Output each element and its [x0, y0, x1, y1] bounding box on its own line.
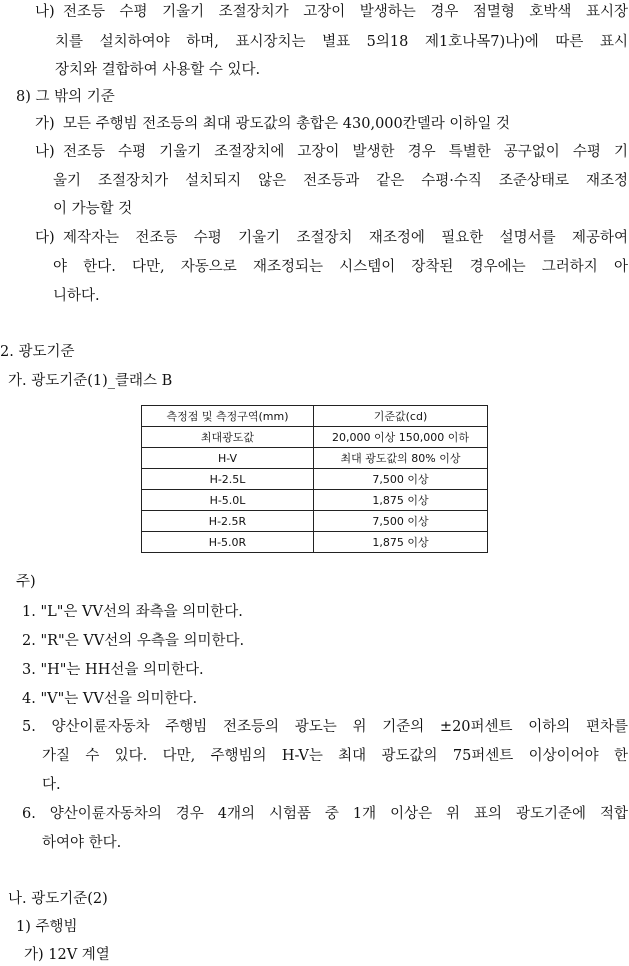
section-heading: 2. 광도기준	[0, 344, 75, 360]
item-heading: 1) 주행빔	[16, 919, 78, 935]
paragraph-line: 모든 주행빔 전조등의 최대 광도값의 총합은 430,000칸델라 이하일 것	[63, 116, 511, 132]
table-row	[142, 469, 488, 490]
luminous-intensity-table	[141, 405, 488, 553]
note-item-continuation: 다.	[42, 777, 61, 793]
item-marker: 나)	[35, 144, 55, 160]
table-cell: 7,500 이상	[314, 469, 488, 490]
table-cell: 최대 광도값의 80% 이상	[314, 448, 488, 469]
table-cell: 최대광도값	[142, 427, 314, 448]
subsection-heading: 나. 광도기준(2)	[8, 891, 108, 907]
paragraph-line: 전조등 수평 기울기 조절장치에 고장이 발생한 경우 특별한 공구없이 수평 기	[63, 144, 628, 160]
table-header-row	[142, 406, 488, 427]
table-cell: H-5.0R	[142, 532, 314, 553]
table-cell: H-5.0L	[142, 490, 314, 511]
section-heading: 8) 그 밖의 기준	[16, 89, 115, 105]
table-cell: 1,875 이상	[314, 532, 488, 553]
table-row	[142, 511, 488, 532]
table-cell: H-V	[142, 448, 314, 469]
table-cell: H-2.5R	[142, 511, 314, 532]
paragraph-line: 제작자는 전조등 수평 기울기 조절장치 재조정에 필요한 설명서를 제공하여	[63, 230, 628, 246]
paragraph-line: 이 가능할 것	[53, 201, 133, 217]
item-marker: 나)	[35, 4, 55, 20]
paragraph-line: 전조등 수평 기울기 조절장치가 고장이 발생하는 경우 점멸형 호박색 표시장	[63, 4, 628, 20]
table-header-cell: 측정점 및 측정구역(mm)	[142, 406, 314, 427]
table-row	[142, 532, 488, 553]
paragraph-line: 장치와 결합하여 사용할 수 있다.	[55, 62, 261, 78]
table-row	[142, 448, 488, 469]
item-heading: 가) 12V 계열	[24, 947, 110, 963]
note-item: 4. "V"는 VV선을 의미한다.	[22, 691, 198, 707]
paragraph-line: 니하다.	[53, 288, 100, 304]
note-item: 5. 양산이륜자동차 주행빔 전조등의 광도는 위 기준의 ±20퍼센트 이하의 편차를	[22, 719, 628, 735]
table-header-cell: 기준값(cd)	[314, 406, 488, 427]
subsection-heading: 가. 광도기준(1)_클래스 B	[8, 373, 173, 389]
notes-heading: 주)	[16, 574, 36, 590]
paragraph-line: 울기 조절장치가 설치되지 않은 전조등과 같은 수평·수직 조준상태로 재조정	[53, 173, 628, 189]
paragraph-line: 치를 설치하여야 하며, 표시장치는 별표 5의18 제1호나목7)나)에 따른 표시	[55, 34, 628, 50]
table-cell: 20,000 이상 150,000 이하	[314, 427, 488, 448]
note-item-continuation: 하여야 한다.	[42, 835, 122, 851]
note-item: 2. "R"은 VV선의 우측을 의미한다.	[22, 633, 245, 649]
note-item: 6. 양산이륜자동차의 경우 4개의 시험품 중 1개 이상은 위 표의 광도기준에 적합	[22, 806, 628, 822]
item-marker: 가)	[35, 116, 55, 132]
table-row	[142, 427, 488, 448]
table-row	[142, 490, 488, 511]
table-cell: 1,875 이상	[314, 490, 488, 511]
item-marker: 다)	[35, 230, 55, 246]
note-item-continuation: 가질 수 있다. 다만, 주행빔의 H-V는 최대 광도값의 75퍼센트 이상이어야 한	[42, 748, 628, 764]
note-item: 3. "H"는 HH선을 의미한다.	[22, 662, 204, 678]
table-cell: 7,500 이상	[314, 511, 488, 532]
paragraph-line: 야 한다. 다만, 자동으로 재조정되는 시스템이 장착된 경우에는 그러하지 아	[53, 259, 628, 275]
table-cell: H-2.5L	[142, 469, 314, 490]
note-item: 1. "L"은 VV선의 좌측을 의미한다.	[22, 604, 243, 620]
